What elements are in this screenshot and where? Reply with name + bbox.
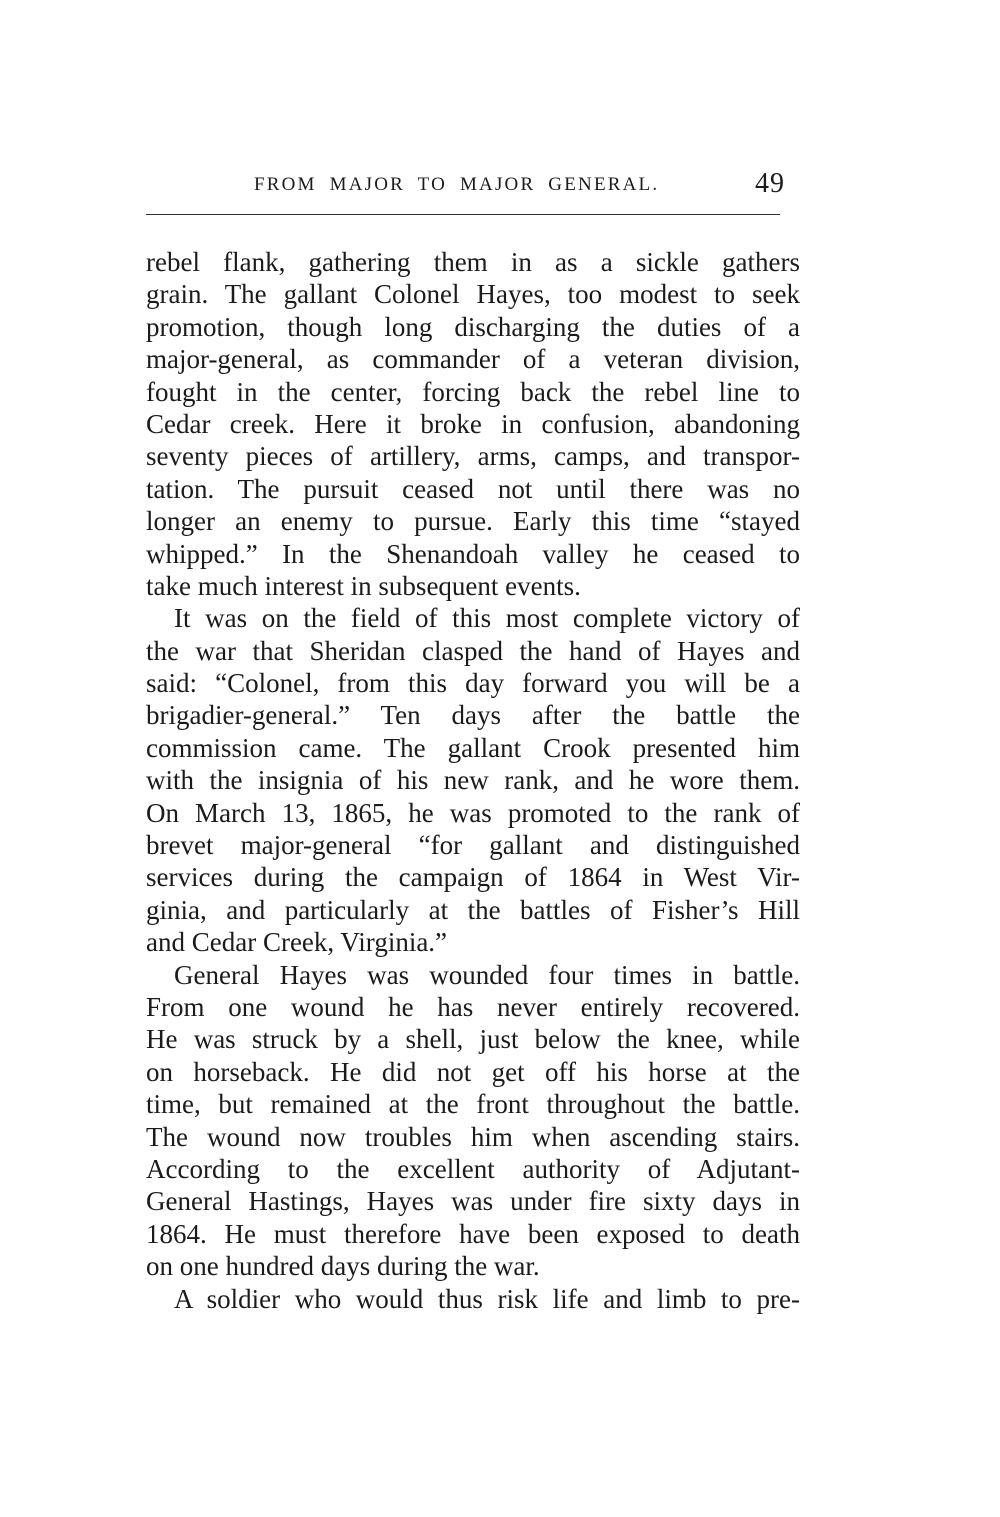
paragraph-start-line: It was on the field of this most complete victory of — [174, 603, 800, 634]
text-line: time, but remained at the front throughout the battle. — [146, 1089, 800, 1120]
text-line: General Hastings, Hayes was under fire sixty days in — [146, 1186, 800, 1217]
text-line: According to the excellent authority of Adjutant- — [146, 1153, 800, 1184]
text-line: brigadier-general.” Ten days after the battle the — [146, 700, 800, 731]
paragraph-start-line: General Hayes was wounded four times in battle. — [174, 959, 800, 990]
text-line: Cedar creek. Here it broke in confusion, abandoning — [146, 408, 800, 439]
text-line: commission came. The gallant Crook presented him — [146, 732, 800, 763]
text-line: On March 13, 1865, he was promoted to the rank of — [146, 797, 800, 828]
text-line: seventy pieces of artillery, arms, camps, and transpor- — [146, 441, 800, 472]
text-line: services during the campaign of 1864 in West Vir- — [146, 862, 800, 893]
text-line: From one wound he has never entirely recovered. — [146, 991, 800, 1022]
text-line: said: “Colonel, from this day forward you will be a — [146, 668, 800, 699]
text-line: tation. The pursuit ceased not until there was no — [146, 473, 800, 504]
text-line: major-general, as commander of a veteran division, — [146, 344, 800, 375]
text-line: fought in the center, forcing back the rebel line to — [146, 376, 800, 407]
text-line: The wound now troubles him when ascending stairs. — [146, 1121, 800, 1152]
text-line: longer an enemy to pursue. Early this time “stayed — [146, 506, 800, 537]
text-line: grain. The gallant Colonel Hayes, too modest to seek — [146, 279, 800, 310]
text-line: rebel flank, gathering them in as a sickle gathers — [146, 247, 800, 277]
text-line: the war that Sheridan clasped the hand of Hayes and — [146, 635, 800, 666]
text-line: ginia, and particularly at the battles of Fisher’s Hill — [146, 894, 800, 925]
text-line: promotion, though long discharging the duties of a — [146, 311, 800, 342]
text-line: He was struck by a shell, just below the knee, while — [146, 1024, 800, 1055]
running-title: FROM MAJOR TO MAJOR GENERAL. — [254, 174, 660, 195]
paragraph-end-line: take much interest in subsequent events. — [146, 570, 581, 601]
paragraph-start-line: A soldier who would thus risk life and limb to pre- — [174, 1283, 800, 1314]
page-number: 49 — [755, 168, 785, 199]
paragraph-end-line: and Cedar Creek, Virginia.” — [146, 927, 448, 958]
body-text — [146, 246, 800, 1315]
text-line: brevet major-general “for gallant and distinguished — [146, 830, 800, 861]
text-line: whipped.” In the Shenandoah valley he ceased to — [146, 538, 800, 569]
text-line: on horseback. He did not get off his horse at the — [146, 1056, 800, 1087]
text-line: with the insignia of his new rank, and he wore them. — [146, 765, 800, 796]
text-line: 1864. He must therefore have been exposed to death — [146, 1218, 800, 1249]
paragraph-end-line: on one hundred days during the war. — [146, 1251, 540, 1282]
header-rule — [146, 214, 780, 215]
